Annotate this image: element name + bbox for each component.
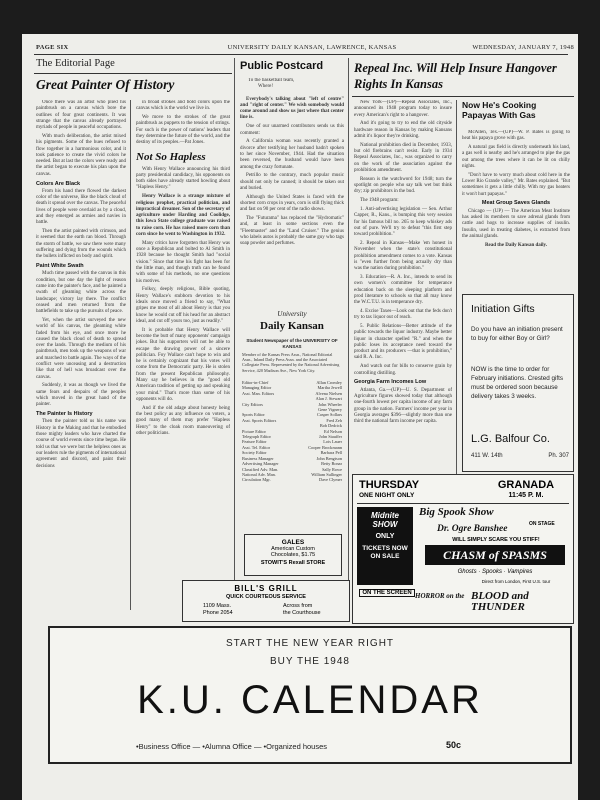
staff-person: Betty Bonar [321, 461, 342, 467]
editorial-headline-2: Not So Hapless [136, 150, 206, 163]
staff-role: City Editors [242, 401, 263, 407]
calendar-line2: BUY THE 1948 [269, 656, 350, 667]
calendar-title: K.U. CALENDAR [137, 678, 483, 722]
postcard-where: Where! [258, 84, 273, 90]
nameplate-top: University [277, 310, 307, 318]
paragraph: Folksy, deeply religious, Bible quoting, Henry Wallace's stubborn devotion to his ideals once moved a friend to say, "What gripes me most of all about Henry is that you know he would cut off his head for an abstract ideal, and cut off yours too, just as readily." [136, 287, 230, 324]
masthead-rule [34, 54, 568, 55]
nameplate: Daily Kansan [260, 320, 324, 332]
paragraph: 1. Anti-advertising legislation — Sen. Arthur Capper, R., Kans., is bumping this very session for his famous bill no. 265 to keep whiskey ads out of pure. We'll try to defeat "this first step toward prohibition." [354, 206, 452, 238]
subheading: Colors Are Black [36, 180, 81, 187]
show-night: ONE NIGHT ONLY [359, 492, 415, 499]
staff-person: Allan Cromley [316, 380, 342, 385]
bills-grill-phone: Phone 2054 [203, 610, 233, 616]
headline-rule [352, 96, 574, 97]
staff-person: Gene Vignery [318, 407, 342, 413]
tickets-label: TICKETS NOW ON SALE [362, 545, 408, 560]
staff-role: Asst. Sports Editors [242, 417, 277, 423]
staff-person: Alvena Nielsen [315, 390, 342, 396]
calendar-outlets: •Business Office — •Alumna Office — •Organized houses [136, 742, 328, 751]
paragraph: Yet, when the artist surveyed the new world of his canvas, the gleaming white faded from his eye, and once more he caused the black cloud of death to spread over the lands. Through the medium of his paintbrush, men took up the weapons of war and marched to battle again. The ways of the conflict were unceasing and a destruction like that of hell was broadcast over the canvas. [36, 318, 126, 380]
paragraph: Then the painter told us his name was History in the Making and that he embodied those mighty leaders who have charted the course of world events since time began. He told us that we were but the helpless ones as our leaders rule the pigments of international agreement and discord, and paint their decisions [36, 419, 126, 469]
staff-role: Feature Editor [242, 439, 267, 445]
paragraph: Once there was an artist who plied his paintbrush on a canvas which bore the outlines of four great continents. It was strange that the canvas already portrayed myriads of people in peaceful occupations. [36, 100, 126, 131]
gales-ad-line2: American Custom [271, 546, 315, 552]
editorial-section-label: The Editorial Page [36, 58, 115, 69]
subheading: Georgia Farm Incomes Low [354, 379, 427, 386]
staff-role: Asst. Man. Editors [242, 390, 275, 396]
paragraph: Henry Wallace is a strange mixture of religious prophet, practical politician, and impractical dreamer. Son of the secretary of agriculture under Harding and Coolidge, this Iowa State college graduate was raised to raise corn. He has raised more corn than corn since he went to Washington in 1932. [136, 194, 230, 238]
bills-grill-address: 1109 Mass. [203, 603, 232, 609]
papayas-headline: Now He's Cooking Papayas With Gas [462, 100, 537, 120]
initiation-title: Initiation Gifts [471, 303, 535, 315]
initiation-gifts-ad[interactable] [462, 294, 574, 472]
staff-role: Editor-in-Chief [242, 380, 269, 385]
bills-grill-across2: the Courthouse [283, 610, 321, 616]
show-time: 11:45 P. M. [508, 492, 544, 499]
onstage-label: ON STAGE [529, 521, 555, 527]
staff-person: Fred Zeh [326, 417, 342, 423]
paragraph: Chicago — (UP) — The American Meat Institute has asked its members to save adrenal glands from cattle and hogs to increase supplies of insulin. Insulin, used in treating diabetes, is extracted from the animal glands. [462, 208, 570, 239]
show-day: THURSDAY [359, 479, 420, 491]
subheading: The Painter Is History [36, 411, 93, 418]
origin-line: Direct from London, First U.S. tour [481, 579, 551, 584]
paragraph: Much time passed with the canvas in this condition, but one day the light of reason came into the painter's face, and he painted a swath of gleaming white across the landscape; victory lay there. The conflict ceased and men returned from the battlefields to take up the pursuits of peace. [36, 271, 126, 315]
scanner-border-left [0, 0, 22, 800]
staff-person: Lois Lauer [323, 439, 342, 445]
staff-role: Telegraph Editor [242, 434, 271, 440]
papayas-column [462, 130, 570, 290]
paragraph: Then the artist painted with crimson, and it seemed that the earth ran blood. Through the storm of battle, we saw there were many suffering and dying from the wounds which the bullets inflicted on body and spirit. [36, 229, 126, 260]
staff-note: Member of the Kansas Press Assn., National Editorial Assn., Inland Daily Press Assn. and the Associated Collegiate Press. Represented by the National Advertising Service, 420 Madison Ave., New York City. [242, 352, 340, 373]
chasm-title: CHASM of SPASMS [443, 548, 547, 562]
film-title: BLOOD and THUNDER [471, 590, 529, 613]
subheading: Paint White Swath [36, 263, 84, 270]
editorial-column-2 [136, 100, 230, 610]
paragraph: The 1948 program: [360, 198, 399, 204]
paper-name: UNIVERSITY DAILY KANSAN, LAWRENCE, KANSAS [227, 44, 397, 51]
midnite-burst [357, 507, 413, 585]
paragraph: A natural gas field is directly underneath his land, a gas well is nearby and he's arranged to pipe the gas out among the trees where it can be lit on chilly nights. [462, 145, 570, 169]
staff-person: Cooper Brockmann [308, 444, 342, 450]
column-rule [130, 100, 131, 610]
staff-person: William Sullinger [311, 471, 342, 477]
paragraph: "Don't have to worry much about cold here in the Lower Rio Grande valley," Mr. Bates explained. "But sometimes it gets a little chilly. With my gas heaters it won't hurt papayas." [462, 172, 570, 197]
paragraph: And if the old adage about honesty being the best policy as any influence on voters, a good many of them may prefer "Hapless Henry" to the cloak room maneuvering of other politicians. [136, 405, 230, 436]
chasm-banner [425, 545, 565, 565]
staff-role: Advertising Manager [242, 461, 279, 467]
paragraph: And it's going to try to end the old cityside hardware reason in Kansas by making Kansans admit it's liquor they're drinking. [354, 121, 452, 139]
only-label: ONLY [375, 533, 395, 540]
doctor-name: Dr. Ogre Banshee [437, 524, 508, 534]
balfour-address: 411 W. 14th [471, 453, 503, 459]
initiation-line1: Do you have an initiation present to buy for either Boy or Girl? [471, 326, 563, 342]
paragraph: 5. Public Relations—Better attitude of the public towards the liquor industry. Maybe better liquor in character spelled "R." and when the public loses its acceptance need toward the product and its producers —that is prohibition," said R. A. Inc. [354, 324, 452, 361]
repeal-headline: Repeal Inc. Will Help Insure Hangover Rights In Kansas [354, 61, 557, 91]
paragraph: McAllen, Tex.—(UP)—W. P. Bates is going to heat his papaya grove with gas. [462, 130, 570, 142]
paragraph: With much deliberation, the artist mixed his pigments. Some of the hues refused to flow together in a harmonious color, and it took patience to create the vivid colors he needed. But at last the colors were ready and the artist began to execute his plan upon the canvas. [36, 133, 126, 177]
postcard-to: To the basketball team, [248, 78, 295, 83]
paragraph: in broad strokes and bold colors upon the canvas which is the world we live in. [136, 100, 230, 112]
paragraph: 4. Excise Taxes—Look out that the feds don't try to tax liquor out of reach. [354, 308, 452, 321]
sign-off: Read the Daily Kansan daily. [484, 243, 548, 249]
paragraph: We move to the strokes of the great paintbrush as puppets to the tension of strings. For such is the power of nations' leaders that they determine the future of the world, and the destiny of its peoples.—Pat Jones. [136, 115, 230, 146]
paragraph: 2. Repeal in Kansas—Make 'em honest in November when the state's constitutional prohibition amendment comes to a vote. Kansas is "even further from being actually dry than was the nation during prohibition." [354, 240, 452, 272]
balfour-company: L.G. Balfour Co. [471, 433, 550, 445]
staff-role: Picture Editor [242, 428, 266, 434]
section-rule [34, 73, 232, 74]
staff-person: Sally Rowe [322, 466, 342, 472]
staff-person: Barbara Pell [320, 450, 342, 456]
staff-role: Managing Editor [242, 385, 272, 391]
staff-person: John Wheeler [318, 401, 342, 407]
gales-ad-line3: Chocolates, $1.75 [270, 552, 316, 558]
staff-role: National Adv. Man. [242, 471, 276, 477]
staff-role: Society Editor [242, 450, 267, 456]
gales-ad[interactable] [244, 534, 342, 576]
staff-person: John Bengtson [316, 455, 342, 461]
paragraph: New York—(UP)—Repeal Associates, Inc., announced its 1948 program today to insure every American's right to a hangover. [354, 100, 452, 118]
horror-label: HORROR on the [415, 592, 465, 600]
staff-list [242, 380, 342, 530]
midnite-label: Midnite SHOW [371, 511, 399, 529]
paragraph: Although the United States is faced with the shortest corn crops in years, corn is still flying thick and fast on 90 per cent of the radio shows. [240, 194, 344, 213]
paragraph: Petrillo to the contrary, much popular music should not only be canned; it should be taken out and buried. [240, 173, 344, 191]
bills-grill-name: BILL'S GRILL [234, 584, 298, 593]
calendar-line1: START THE NEW YEAR RIGHT [225, 638, 395, 649]
gales-ad-line1: GALES [281, 539, 305, 546]
paragraph: With Henry Wallace announcing his third party presidential candidacy, his opponents on both sides have already started howling about "Hapless Henry." [136, 166, 230, 191]
staff-person: Ed Nelson [323, 428, 342, 434]
calendar-price: 50c [446, 740, 462, 750]
ku-calendar-ad[interactable] [48, 626, 572, 764]
paragraph: The "Futurama" has replaced the "Hydromatic" and, at least in some sections even the "Fleetmaster" and the "Land Cruiser." The genius who labels autos is probably the same guy who tags soap powder and perfumes. [240, 216, 344, 247]
staff-person: Casper Sollars [317, 412, 342, 418]
venue-name: GRANADA [497, 479, 555, 491]
newspaper-page [22, 34, 578, 800]
paragraph: One of our unarmed contributors sends us this comment: [240, 124, 344, 136]
ghosts-label: Ghosts [457, 569, 477, 575]
initiation-line2: NOW is the time to order for February initiations. Crested gifts must be ordered soon because delivery takes 3 weeks. [471, 366, 564, 400]
scanner-border-top [0, 0, 600, 34]
paragraph: National prohibition died in December, 1933, but old firebrains can't resist. Early in 1934 Repeal Associates, Inc., was organized to carry on the work of the association against the prohibition amendment. [354, 142, 452, 173]
repeal-column [354, 100, 452, 536]
staff-role: Business Manager [242, 455, 274, 461]
column-rule [234, 58, 235, 610]
spooks-label: Spooks [481, 569, 502, 575]
staff-role: Asst. Tel. Editor [242, 444, 271, 450]
bills-grill-tagline: QUICK COURTEOUS SERVICE [226, 594, 306, 600]
on-screen-label: ON THE SCREEN [359, 589, 415, 597]
editorial-headline: Great Painter Of History [36, 78, 175, 92]
paragraph: Suddenly, it was as though we lived the same fears and despairs of the peoples which moved in the great hand of the painter. [36, 383, 126, 408]
staff-person: Bob Dedrick [319, 423, 342, 429]
paragraph: 3. Education—R. A. Inc., intends to send its own women's committee for temperance education back on the sleeping platform and prod literature to schools so that all may know the W.C.T.U. is in temperance dry. [354, 274, 452, 306]
vampires-label: Vampires [507, 569, 533, 575]
paragraph: Many critics have forgotten that Henry was once a Republican and bolted to Al Smith in 1928 because he thought Smith had "social vision." Since that time his fight has been for the little man, and though truth can be found with some of his methods, no one questions his motives. [136, 240, 230, 284]
staff-person: Alan J. Stewart [315, 396, 342, 402]
subheading: Meat Group Saves Glands [481, 200, 551, 207]
page-number: PAGE SIX [36, 44, 69, 51]
paragraph: It is probable that Henry Wallace will become the butt of many opponents' campaign jokes. But his supporters will not be able to escape the drawing power of a sincere politician. Foy Wallace can't hope to win and he is certainly cognizant that his votes will come from the Democratic party. He is stolen from the present Republican philosophy. Many say he believes in the "good old American tradition of getting up and speaking your mind." That's more than some of his opponents will do. [136, 327, 230, 402]
column-rule [348, 58, 349, 584]
scare-line: WILL SIMPLY SCARE YOU STIFF! [452, 537, 540, 543]
paragraph: And watch out for bills to conserve grain by controlling distilling. [354, 364, 452, 376]
staff-title: Student Newspaper of the UNIVERSITY OF KANSAS [246, 338, 338, 349]
staff-role: Circulation Mgr. [242, 477, 271, 483]
creatures-line: Ghosts · Spooks · Vampires [457, 569, 533, 575]
scanner-border-right [578, 0, 600, 800]
staff-person: Dave Clymer [318, 477, 342, 483]
divider [357, 503, 569, 504]
column-rule [456, 100, 457, 474]
staff-row [242, 477, 342, 482]
spook-show-ad[interactable] [352, 474, 574, 624]
paragraph: A California woman was recently granted a divorce after testifying her husband hadn't spoken to her since November, 1944. Had the situation been reversed, the husband would have been among the crazy fortunate. [240, 139, 344, 170]
issue-date: WEDNESDAY, JANUARY 7, 1948 [472, 44, 574, 51]
paragraph: From his hand there flowed the darkest color of the universe, like the black cloud of death it spread over the canvas. The peaceful lives of people were overlaid as by a cloud, and they emerged as armies and navies in battle. [36, 188, 126, 226]
balfour-phone: Ph. 307 [548, 453, 569, 459]
staff-role: Sports Editor [242, 412, 265, 418]
paragraph: Reason is the watchword for 1948; turn the spotlight on people who say talk wet but think dry; zip prohibitors in the bud. [354, 176, 452, 195]
paragraph: Everybody's talking about "left of centre" and "right of center." We wish somebody would come around and show us just where that center line is. [240, 96, 344, 121]
paragraph: Atlanta, Ga.—(UP)—U. S. Department of Agriculture figures showed today that although one-fourth lowest per capita income of any farm group in the nation. Farmers' income per year in Georgia averages $396—slightly more than one third the national farm income per capita. [354, 387, 452, 425]
staff-person: Martha Jewell [317, 385, 342, 391]
big-spook-title: Big Spook Show [419, 506, 494, 518]
staff-role: Classified Adv. Man. [242, 466, 279, 472]
bills-grill-across1: Across from [283, 603, 313, 609]
bills-grill-ad[interactable] [182, 580, 350, 622]
gales-ad-line4: STOWIT'S Rexall STORE [260, 560, 326, 566]
staff-person: John Stauffer [319, 434, 342, 440]
postcard-title: Public Postcard [240, 60, 324, 72]
